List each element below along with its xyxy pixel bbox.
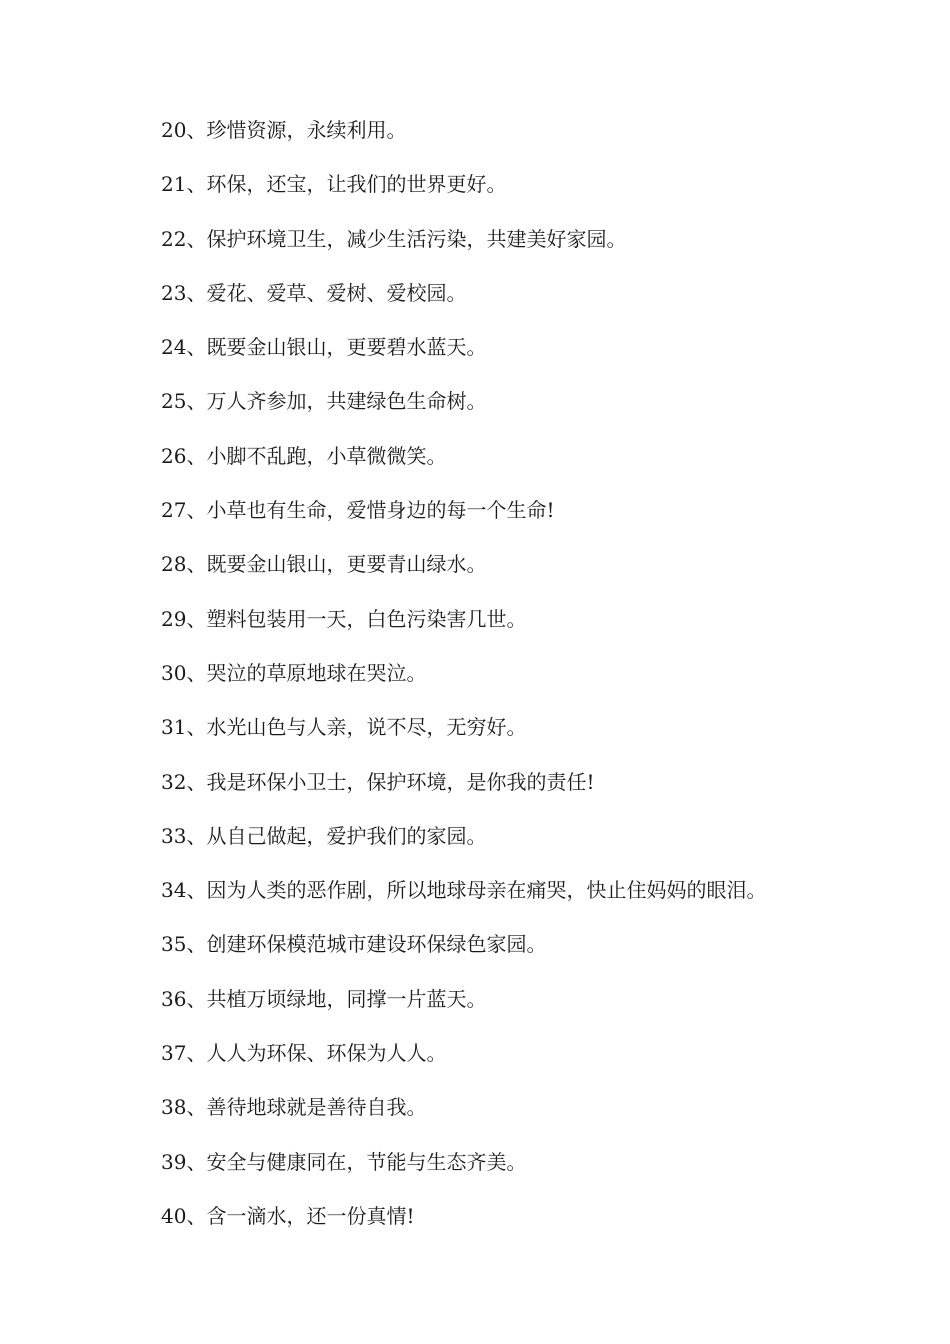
slogan-item: 22、保护环境卫生，减少生活污染，共建美好家园。 (161, 226, 627, 251)
slogan-item: 26、小脚不乱跑，小草微微笑。 (161, 443, 447, 468)
slogan-item: 30、哭泣的草原地球在哭泣。 (161, 660, 427, 685)
slogan-item: 33、从自己做起，爱护我们的家园。 (161, 823, 487, 848)
slogan-item: 29、塑料包装用一天，白色污染害几世。 (161, 606, 527, 631)
slogan-item: 40、含一滴水，还一份真情! (161, 1203, 415, 1228)
slogan-item: 32、我是环保小卫士，保护环境，是你我的责任! (161, 769, 595, 794)
slogan-list (161, 112, 766, 1252)
slogan-item: 38、善待地球就是善待自我。 (161, 1095, 427, 1120)
slogan-item: 39、安全与健康同在，节能与生态齐美。 (161, 1149, 527, 1174)
slogan-item: 21、环保，还宝，让我们的世界更好。 (161, 172, 507, 197)
slogan-item: 24、既要金山银山，更要碧水蓝天。 (161, 335, 487, 360)
slogan-item: 25、万人齐参加，共建绿色生命树。 (161, 389, 487, 414)
slogan-item: 37、人人为环保、环保为人人。 (161, 1041, 447, 1066)
slogan-item: 23、爱花、爱草、爱树、爱校园。 (161, 280, 467, 305)
slogan-item: 31、水光山色与人亲，说不尽，无穷好。 (161, 715, 527, 740)
slogan-item: 27、小草也有生命，爱惜身边的每一个生命! (161, 498, 555, 523)
slogan-item: 28、既要金山银山，更要青山绿水。 (161, 552, 487, 577)
slogan-item: 20、珍惜资源，永续利用。 (161, 118, 407, 142)
slogan-item: 34、因为人类的恶作剧，所以地球母亲在痛哭，快止住妈妈的眼泪。 (161, 878, 767, 903)
slogan-item: 36、共植万顷绿地，同撑一片蓝天。 (161, 986, 487, 1011)
slogan-item: 35、创建环保模范城市建设环保绿色家园。 (161, 932, 547, 957)
